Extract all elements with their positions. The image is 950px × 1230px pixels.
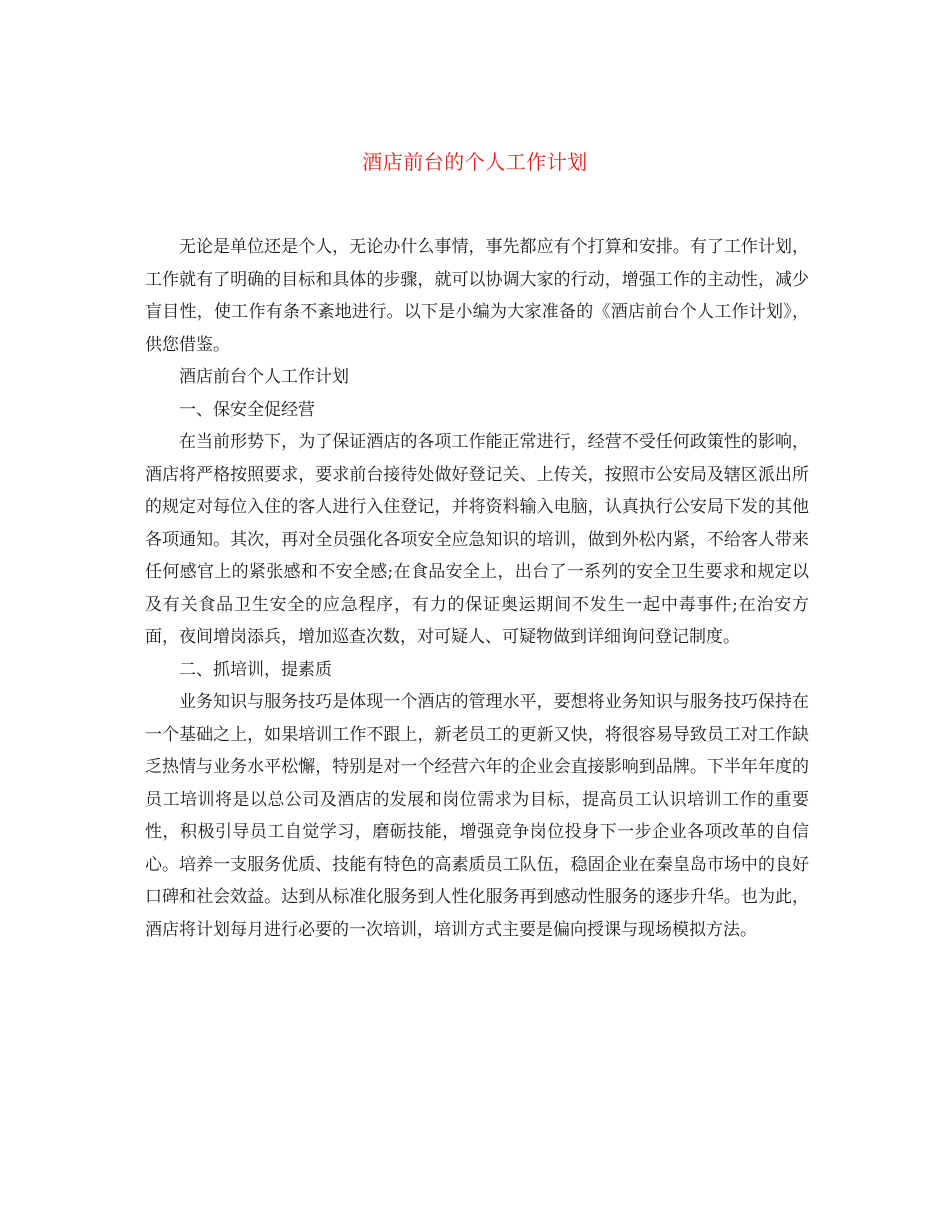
- paragraph-training: 业务知识与服务技巧是体现一个酒店的管理水平，要想将业务知识与服务技巧保持在一个基础之上，如果培训工作不跟上，新老员工的更新又快，将很容易导致员工对工作缺乏热情与业务水平松懈，特别是对一个经营六年的企业会直接影响到品牌。下半年年度的员工培训将是以总公司及酒店的发展和岗位需求为目标，提高员工认识培训工作的重要性，积极引导员工自觉学习，磨砺技能，增强竞争岗位投身下一步企业各项改革的自信心。培养一支服务优质、技能有特色的高素质员工队伍，稳固企业在秦皇岛市场中的良好口碑和社会效益。达到从标准化服务到人性化服务再到感动性服务的逐步升华。也为此，酒店将计划每月进行必要的一次培训，培训方式主要是偏向授课与现场模拟方法。: [145, 692, 809, 940]
- section-heading-training: 二、抓培训，提素质: [179, 659, 332, 680]
- paragraph-security: 在当前形势下，为了保证酒店的各项工作能正常进行，经营不受任何政策性的影响，酒店将严格按照要求，要求前台接待处做好登记关、上传关，按照市公安局及辖区派出所的规定对每位入住的客人进行入住登记，并将资料输入电脑，认真执行公安局下发的其他各项通知。其次，再对全员强化各项安全应急知识的培训，做到外松内紧，不给客人带来任何感官上的紧张感和不安全感;在食品安全上，出台了一系列的安全卫生要求和规定以及有关食品卫生安全的应急程序，有力的保证奥运期间不发生一起中毒事件;在治安方面，夜间增岗添兵，增加巡查次数，对可疑人、可疑物做到详细询问登记制度。: [145, 432, 809, 647]
- document-title: 酒店前台的个人工作计划: [362, 150, 588, 174]
- document-body: [145, 231, 809, 946]
- paragraph-subtitle: 酒店前台个人工作计划: [179, 367, 349, 387]
- section-heading-security: 一、保安全促经营: [179, 399, 315, 420]
- paragraph-intro: 无论是单位还是个人，无论办什么事情，事先都应有个打算和安排。有了工作计划，工作就有了明确的目标和具体的步骤，就可以协调大家的行动，增强工作的主动性，减少盲目性，使工作有条不紊地进行。以下是小编为大家准备的《酒店前台个人工作计划》，供您借鉴。: [145, 237, 809, 355]
